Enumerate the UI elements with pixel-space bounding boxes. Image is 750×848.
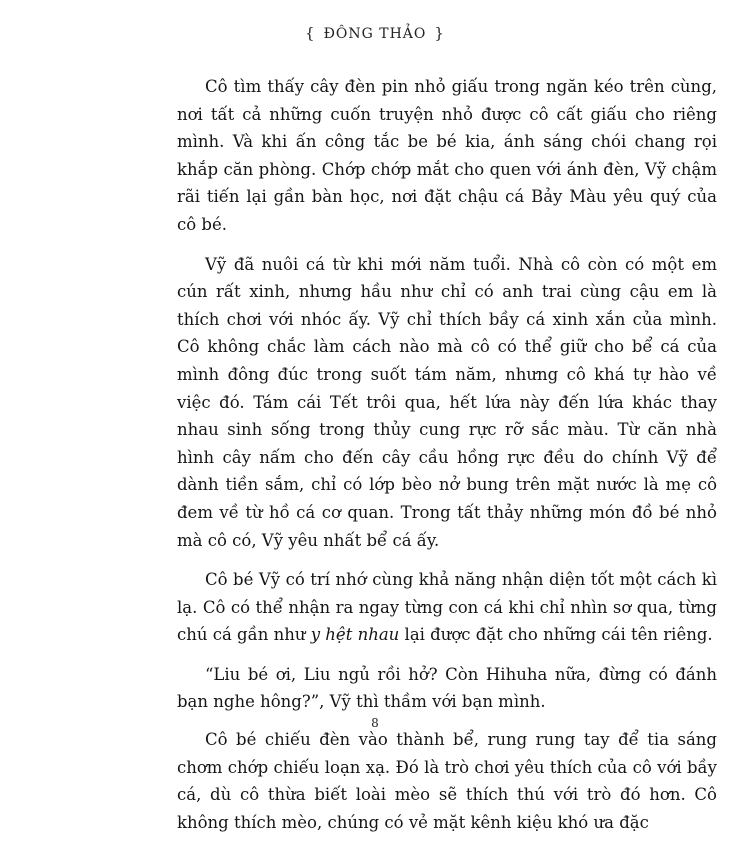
paragraph-3: [177, 566, 717, 649]
header-left-brace: {: [305, 24, 316, 42]
paragraph-3-emphasis: y hệt nhau: [310, 625, 400, 645]
running-header: [0, 24, 750, 42]
paragraph-4-dialogue: “Liu bé ơi, Liu ngủ rồi hở? Còn Hihuha nữa, đừng có đánh bạn nghe hông?”, Vỹ thì thầm với bạn mình.: [177, 664, 717, 712]
paragraph-3-part-2: lại được đặt cho những cái tên riêng.: [399, 625, 713, 645]
paragraph-2: Vỹ đã nuôi cá từ khi mới năm tuổi. Nhà cô còn có một em cún rất xinh, nhưng hầu như chỉ có anh trai cùng cậu em là thích chơi với nhóc ấy. Vỹ chỉ thích bầy cá xinh xắn của mình. Cô không chắc làm cách nào mà cô có thể giữ cho bể cá của mình đông đúc trong suốt tám năm, nhưng cô khá tự hào về việc đó. Tám cái Tết trôi qua, hết lứa này đến lứa khác thay nhau sinh sống trong thủy cung rực rỡ sắc màu. Từ căn nhà hình cây nấm cho đến cây cầu hồng rực đều do chính Vỹ để dành tiền sắm, chỉ có lớp bèo nở bung trên mặt nước là mẹ cô đem về từ hồ cá cơ quan. Trong tất thảy những món đồ bé nhỏ mà cô có, Vỹ yêu nhất bể cá ấy.: [177, 254, 717, 550]
page-number: 8: [371, 716, 379, 730]
body-text: [177, 73, 717, 848]
header-right-brace: }: [434, 24, 445, 42]
paragraph-3-part-1: Cô bé Vỹ có trí nhớ cùng khả năng nhận diện tốt một cách kì lạ. Cô có thể nhận ra ngay từng con cá khi chỉ nhìn sơ qua, từng chú cá gần như: [177, 570, 717, 645]
paragraph-5: Cô bé chiếu đèn vào thành bể, rung rung tay để tia sáng chơm chớp chiếu loạn xạ. Đó là trò chơi yêu thích của cô với bầy cá, dù cô thừa biết loài mèo sẽ thích thú với trò đó hơn. Cô không thích mèo, chúng có vẻ mặt kênh kiệu khó ưa đặc: [177, 730, 717, 832]
paragraph-1: Cô tìm thấy cây đèn pin nhỏ giấu trong ngăn kéo trên cùng, nơi tất cả những cuốn truyện nhỏ được cô cất giấu cho riêng mình. Và khi ấn công tắc be bé kia, ánh sáng chói chang rọi khắp căn phòng. Chớp chớp mắt cho quen với ánh đèn, Vỹ chậm rãi tiến lại gần bàn học, nơi đặt chậu cá Bảy Màu yêu quý của cô bé.: [177, 77, 717, 234]
header-author-name: ĐÔNG THẢO: [323, 26, 427, 42]
